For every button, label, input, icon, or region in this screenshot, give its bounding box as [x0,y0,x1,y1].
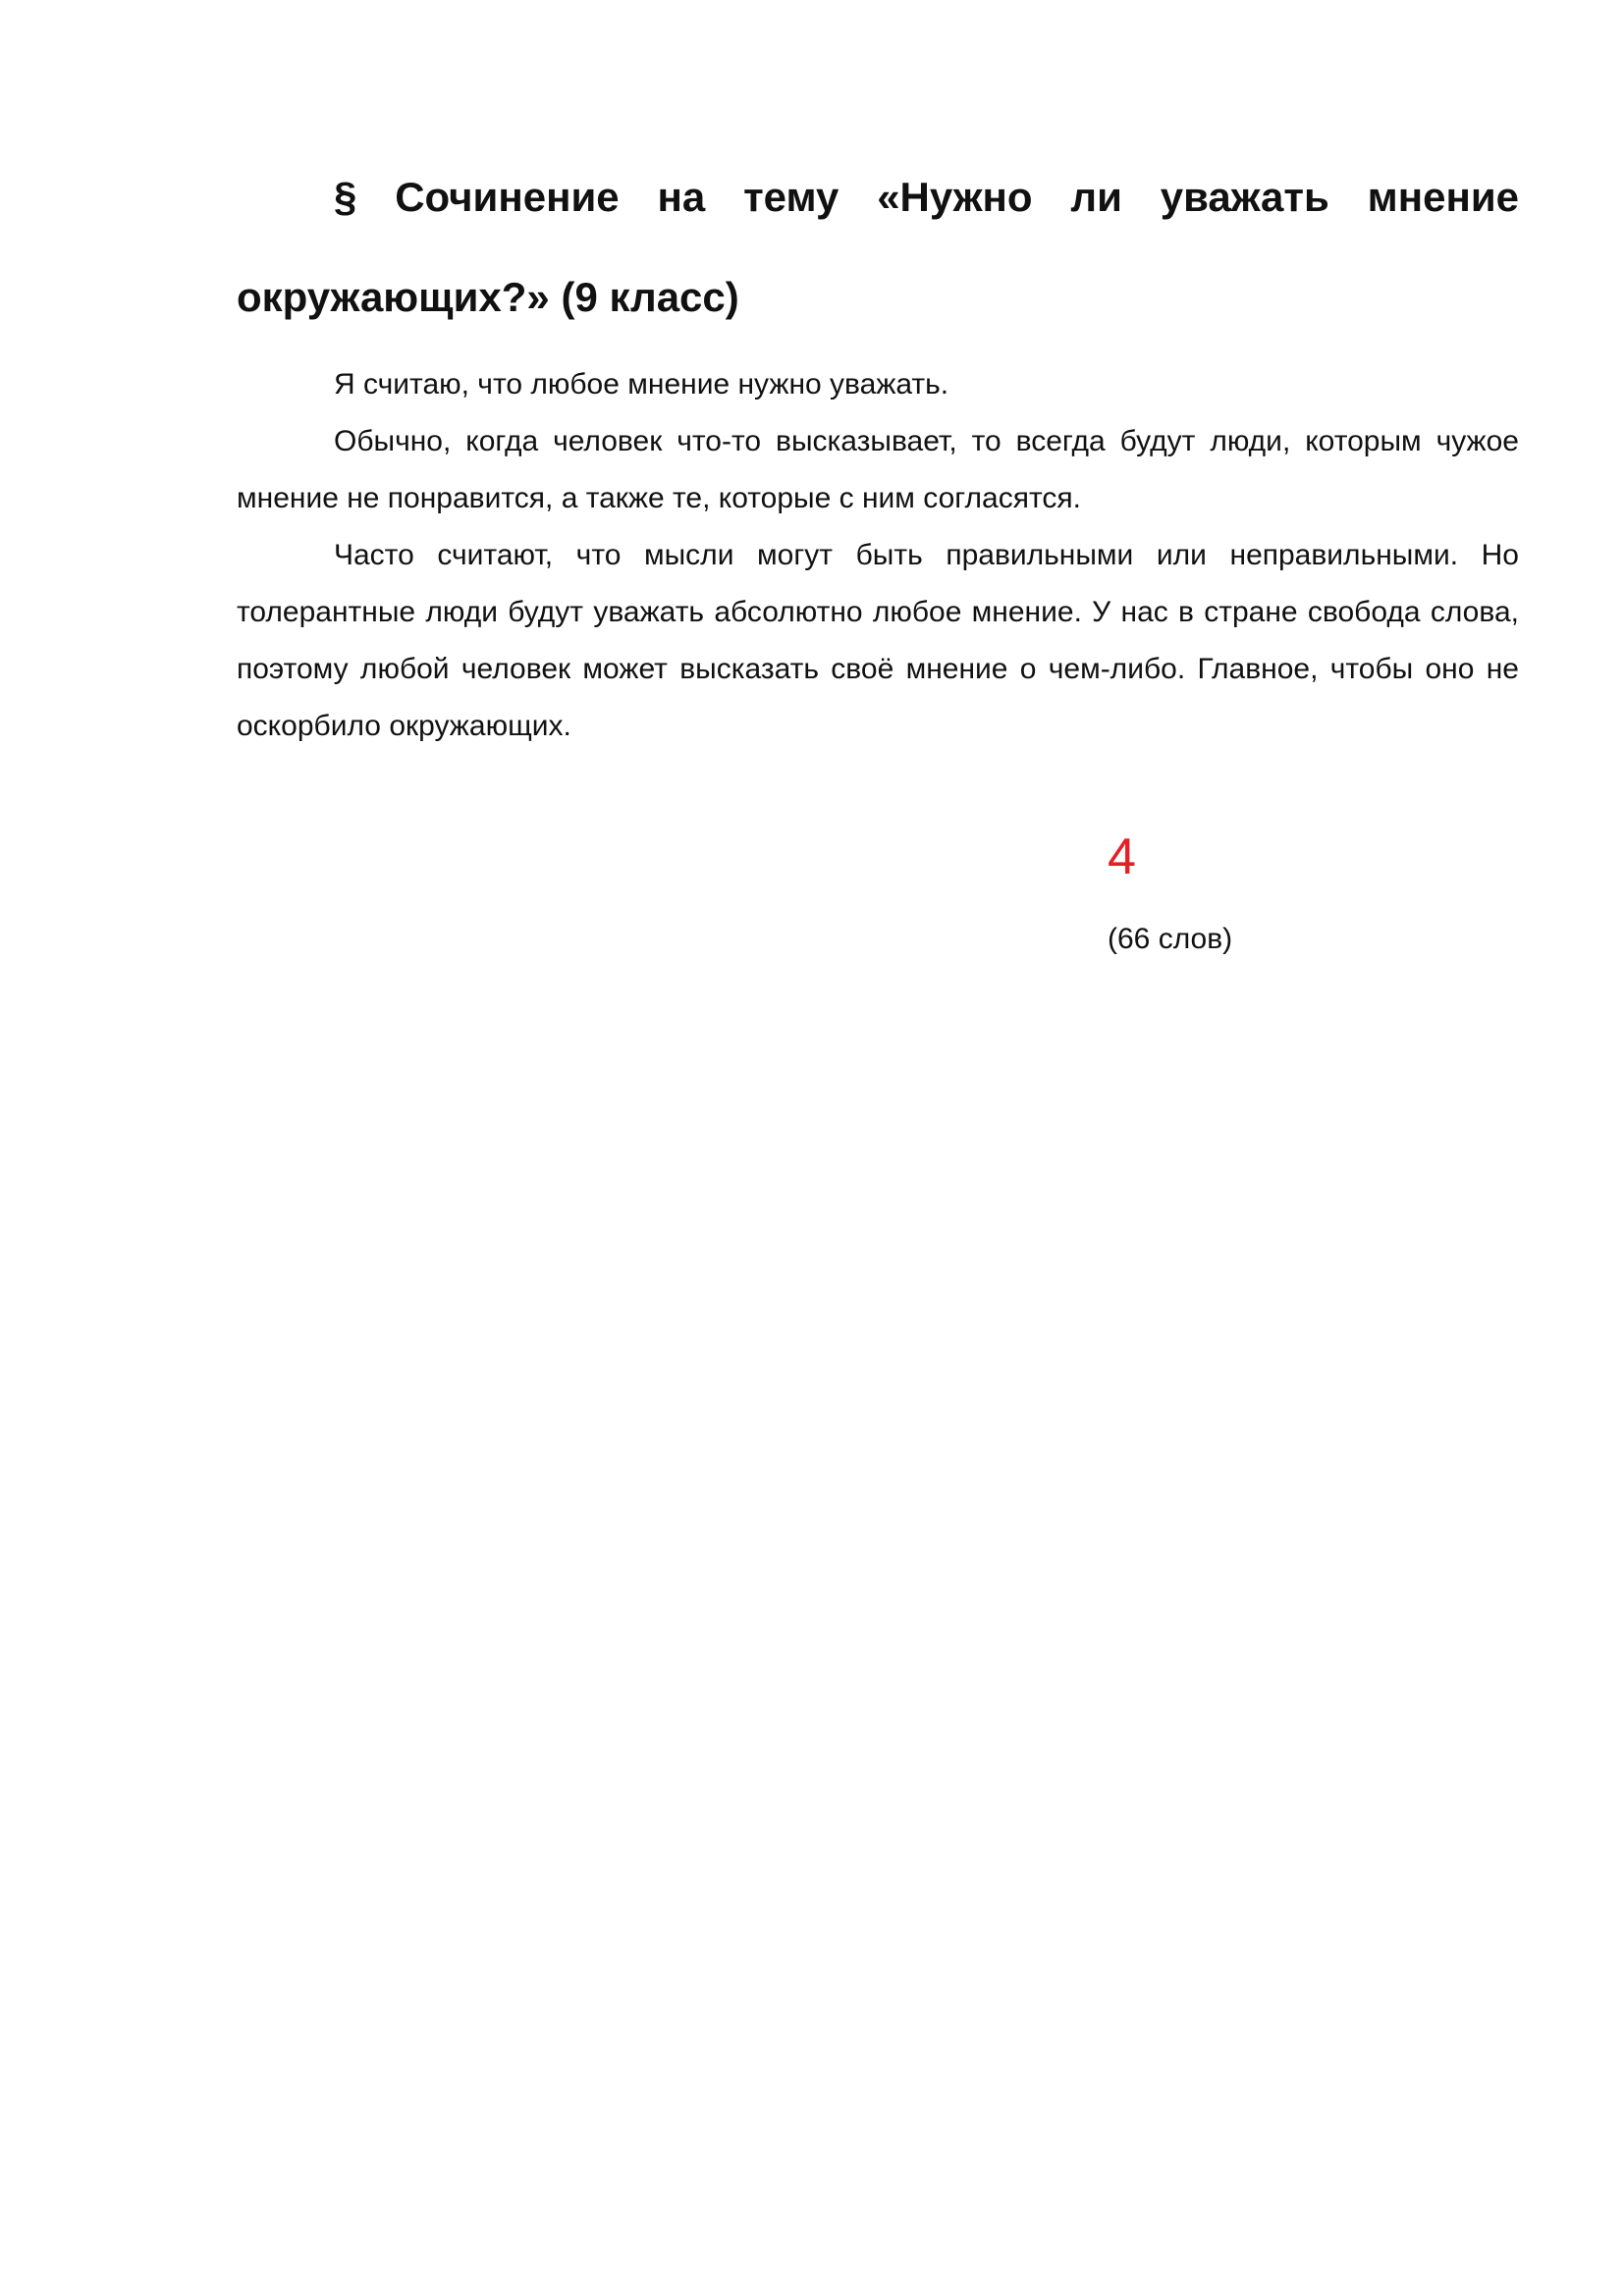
essay-paragraph-1: Я считаю, что любое мнение нужно уважать. [334,368,949,400]
essay-paragraph-2: Обычно, когда человек что-то высказывает, то всегда будут люди, которым чужое мнение не понравится, а также те, которые с ним согласятся. [237,425,1519,514]
grade-mark: 4 [1108,828,1136,885]
word-count: (66 слов) [1108,923,1233,955]
essay-title: § Сочинение на тему «Нужно ли уважать мнение окружающих?» (9 класс) [237,174,1519,320]
essay-paragraph-3: Часто считают, что мысли могут быть правильными или неправильными. Но толерантные люди будут уважать абсолютно любое мнение. У нас в стране свобода слова, поэтому любой человек может высказать своё мнение о чем-либо. Главное, чтобы оно не оскорбило окружающих. [237,539,1519,742]
essay-body [237,356,1519,755]
